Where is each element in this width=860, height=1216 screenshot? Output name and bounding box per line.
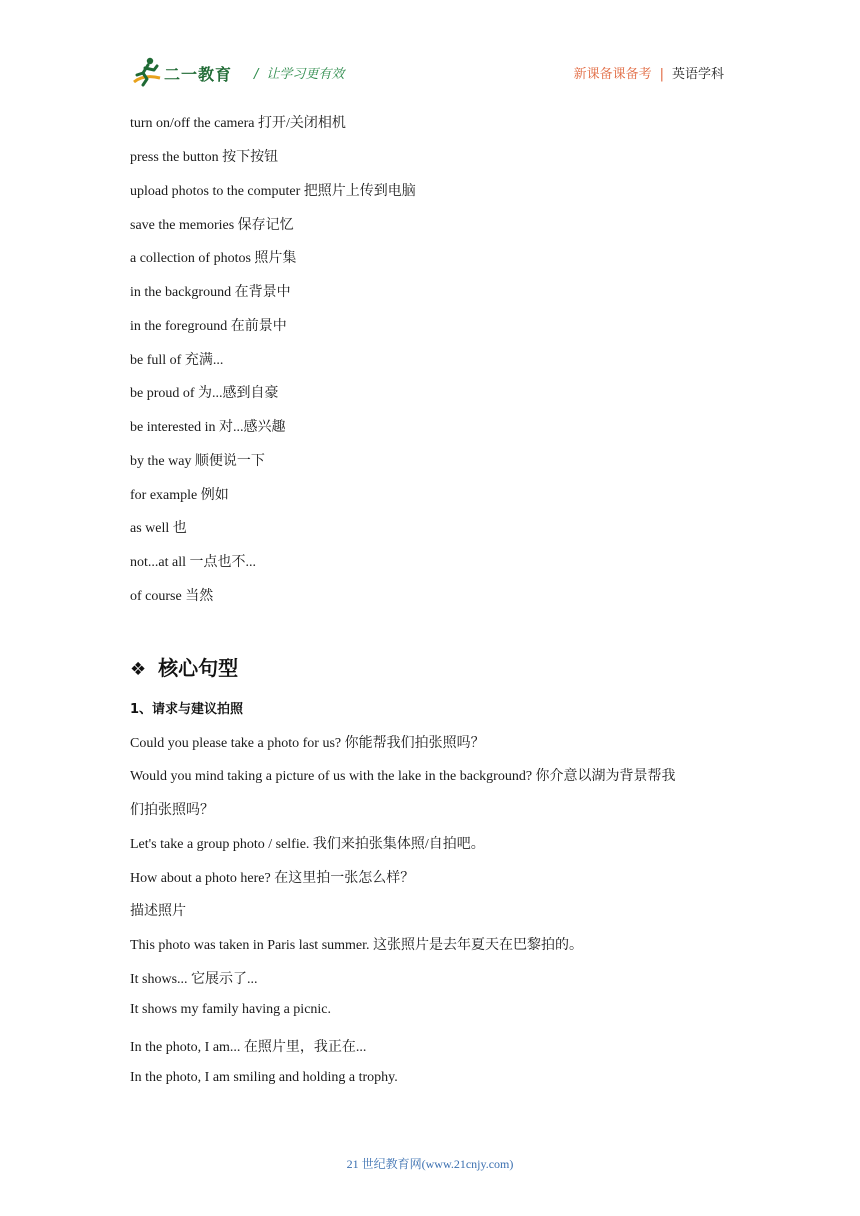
diamond-bullet-icon: ❖ bbox=[130, 659, 147, 680]
sentence-line: 们拍张照吗？ bbox=[130, 803, 214, 818]
phrase-line: in the background 在背景中 bbox=[130, 285, 291, 300]
header-right bbox=[574, 63, 724, 82]
phrase-line: press the button 按下按钮 bbox=[130, 150, 279, 165]
slogan bbox=[254, 63, 344, 82]
sentence-line: This photo was taken in Paris last summer. 这张照片是去年夏天在巴黎拍的。 bbox=[130, 938, 584, 953]
sentence-line: Could you please take a photo for us? 你能帮我们拍张照吗？ bbox=[130, 736, 485, 751]
sentence-line: Let's take a group photo / selfie. 我们来拍张集体照/自拍吧。 bbox=[130, 837, 485, 852]
section-heading bbox=[130, 652, 238, 681]
sentence-line: It shows... 它展示了... bbox=[130, 972, 258, 987]
page-header bbox=[130, 54, 730, 90]
sentence-line: In the photo, I am smiling and holding a trophy. bbox=[130, 1070, 398, 1085]
section-heading-text: 核心句型 bbox=[158, 656, 239, 680]
header-separator: | bbox=[659, 67, 664, 82]
sentence-line: Would you mind taking a picture of us with the lake in the background? 你介意以湖为背景帮我 bbox=[130, 769, 676, 784]
phrase-line: not...at all 一点也不... bbox=[130, 555, 256, 570]
phrase-line: by the way 顺便说一下 bbox=[130, 454, 265, 469]
sentence-line: 描述照片 bbox=[130, 904, 186, 919]
phrase-line: turn on/off the camera 打开/关闭相机 bbox=[130, 116, 346, 131]
phrase-line: as well 也 bbox=[130, 521, 187, 536]
logo bbox=[130, 56, 240, 88]
phrase-line: a collection of photos 照片集 bbox=[130, 251, 297, 266]
slogan-separator: / bbox=[254, 67, 259, 82]
phrase-line: be full of 充满... bbox=[130, 353, 224, 368]
phrase-line: for example 例如 bbox=[130, 488, 229, 503]
header-subject-label: 英语学科 bbox=[671, 67, 724, 82]
logo-text: 二一教育 bbox=[164, 65, 233, 84]
phrase-line: of course 当然 bbox=[130, 589, 214, 604]
phrase-line: be proud of 为...感到自豪 bbox=[130, 386, 279, 401]
phrase-line: be interested in 对...感兴趣 bbox=[130, 420, 286, 435]
sentence-line: In the photo, I am... 在照片里，我正在... bbox=[130, 1040, 367, 1055]
sentence-line: How about a photo here? 在这里拍一张怎么样？ bbox=[130, 871, 415, 886]
sentence-line: It shows my family having a picnic. bbox=[130, 1002, 332, 1017]
phrase-line: upload photos to the computer 把照片上传到电脑 bbox=[130, 184, 416, 199]
runner-logo-icon bbox=[130, 56, 164, 88]
phrase-line: in the foreground 在前景中 bbox=[130, 319, 287, 334]
slogan-text: 让学习更有效 bbox=[266, 67, 345, 82]
phrase-line: save the memories 保存记忆 bbox=[130, 218, 294, 233]
page-footer: 21 世纪教育网(www.21cnjy.com) bbox=[346, 1157, 514, 1171]
subsection-heading: 1、请求与建议拍照 bbox=[130, 702, 244, 717]
header-course-label: 新课备课备考 bbox=[573, 67, 652, 82]
